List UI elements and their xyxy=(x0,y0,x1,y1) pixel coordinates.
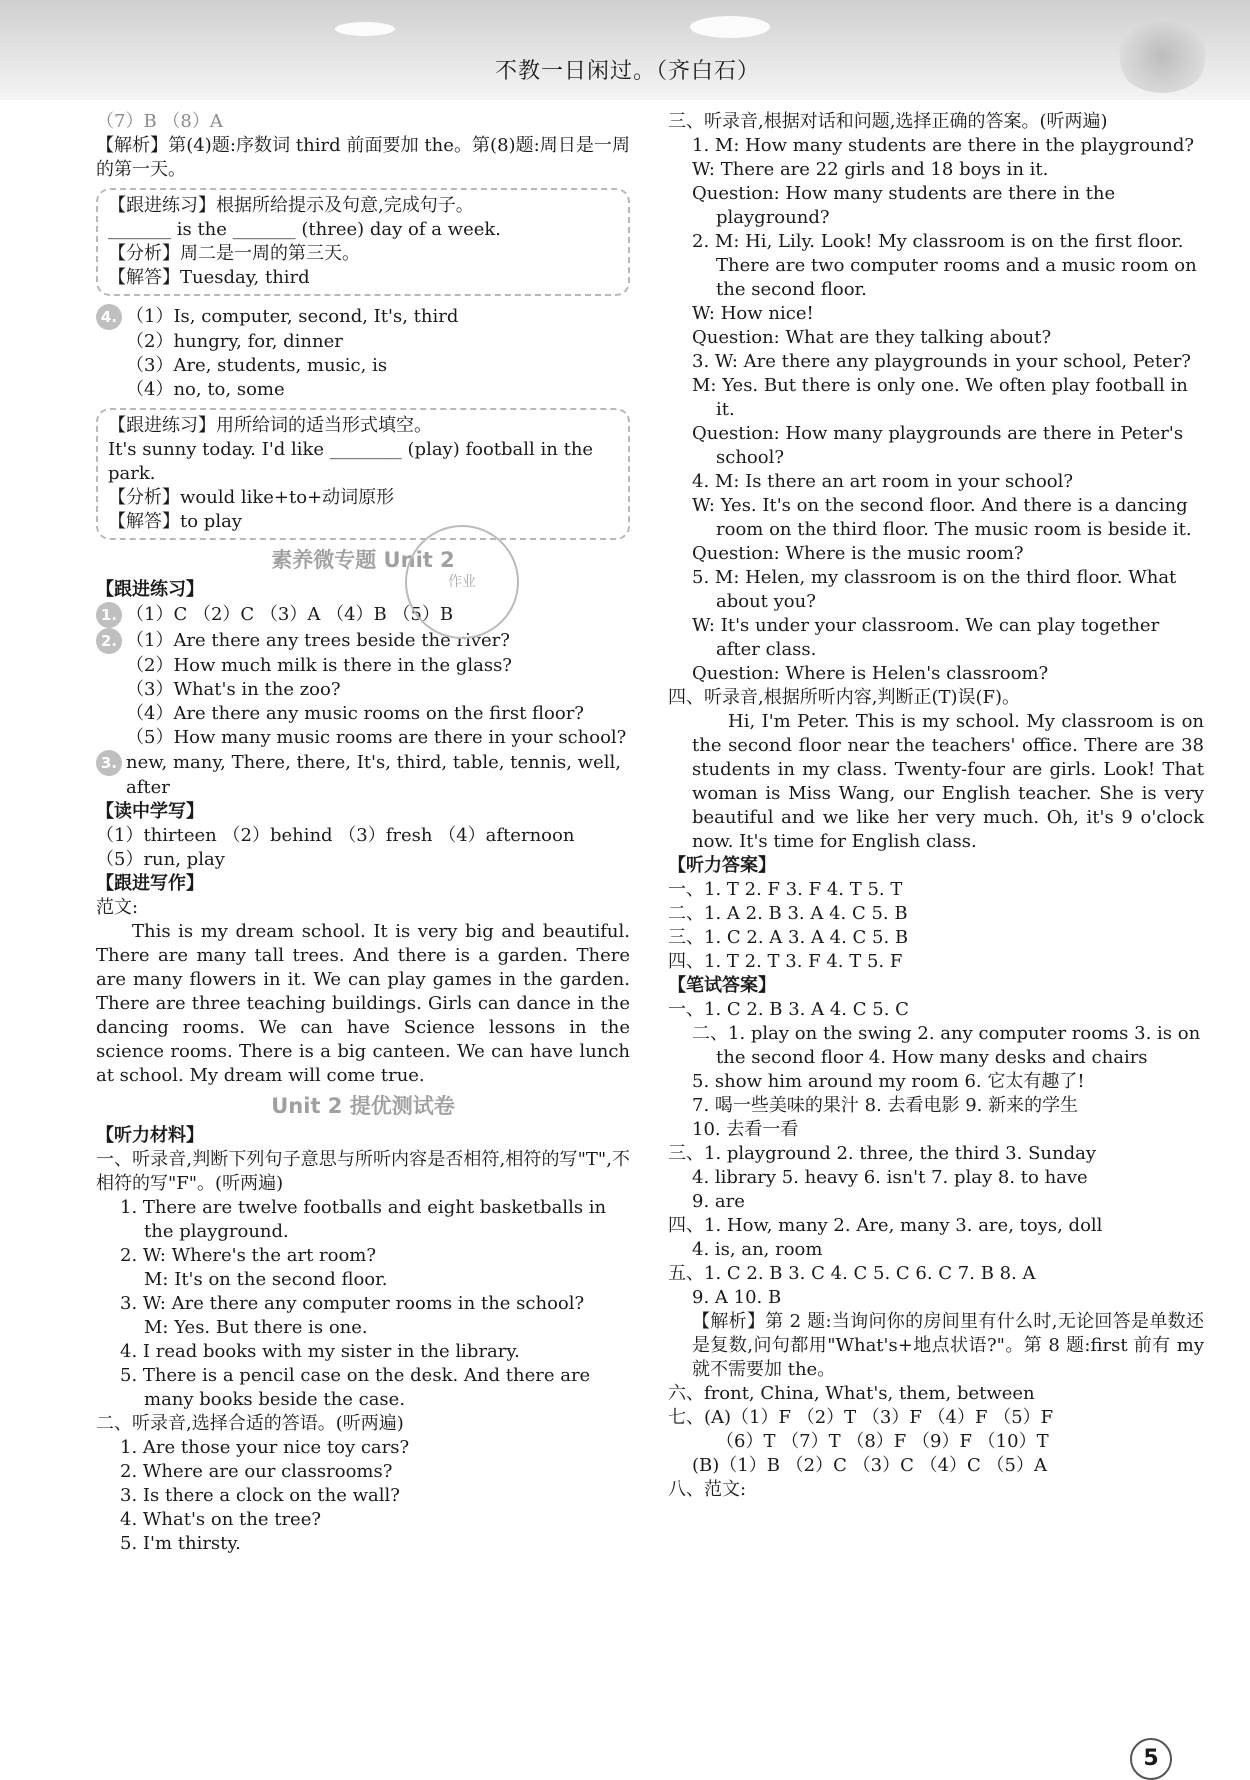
analysis: 【解析】第 2 题:当询问你的房间里有什么时,无论回答是单数还是复数,问句都用"What's+地点状语?"。第 8 题:first 前有 my 就不需要加 the。 xyxy=(692,1311,1204,1380)
listening-item: 3. Is there a clock on the wall? xyxy=(120,1485,400,1506)
listening-item: 5. I'm thirsty. xyxy=(120,1533,241,1554)
listening-item: 4. I read books with my sister in the library. xyxy=(120,1341,520,1362)
top-banner xyxy=(0,0,1250,100)
answer-line: 一、1. C 2. B 3. A 4. C 5. C xyxy=(668,999,909,1020)
answer-line: （2）How much milk is there in the glass? xyxy=(126,655,512,676)
practice-line: 【解答】Tuesday, third xyxy=(108,267,310,288)
dialogue-line: 2. M: Hi, Lily. Look! My classroom is on the first floor. There are two computer rooms and a music room on the second floor. xyxy=(692,231,1197,300)
question-4 xyxy=(96,304,630,402)
dialogue-line: W: How nice! xyxy=(692,303,814,324)
subsection-heading: 【听力答案】 xyxy=(668,855,776,876)
listening-item: 5. There is a pencil case on the desk. And there are many books beside the case. xyxy=(120,1365,591,1410)
section-instruction: 一、听录音,判断下列句子意思与所听内容是否相符,相符的写"T",不相符的写"F"。(听两遍) xyxy=(96,1149,630,1194)
answer-line: 一、1. T 2. F 3. F 4. T 5. T xyxy=(668,879,903,900)
subsection-heading: 【听力材料】 xyxy=(96,1125,204,1146)
practice-box xyxy=(96,188,630,296)
answer-line: 5. show him around my room 6. 它太有趣了! xyxy=(692,1071,1085,1092)
answer-line: 7. 喝一些美味的果汁 8. 去看电影 9. 新来的学生 xyxy=(692,1095,1079,1116)
listening-item: 2. W: Where's the art room? xyxy=(120,1245,377,1266)
tree-decoration xyxy=(1115,18,1210,93)
answer-line: 二、1. play on the swing 2. any computer rooms 3. is on the second floor 4. How many desks and chairs xyxy=(692,1023,1201,1068)
subsection-heading: 【跟进练习】 xyxy=(96,579,204,600)
answer-line: 9. A 10. B xyxy=(692,1287,782,1308)
dialogue-line: 5. M: Helen, my classroom is on the third floor. What about you? xyxy=(692,567,1177,612)
practice-line: 【跟进练习】根据所给提示及句意,完成句子。 xyxy=(108,195,474,216)
listening-item: 1. Are those your nice toy cars? xyxy=(120,1437,410,1458)
section-instruction: 四、听录音,根据所听内容,判断正(T)误(F)。 xyxy=(668,687,1021,708)
practice-answers xyxy=(96,602,630,800)
answer-line: 4. is, an, room xyxy=(692,1239,823,1260)
answer-line: 四、1. T 2. T 3. F 4. T 5. F xyxy=(668,951,903,972)
answer-line: 三、1. C 2. A 3. A 4. C 5. B xyxy=(668,927,909,948)
stamp-watermark: 作业 xyxy=(405,525,519,639)
section-instruction: 二、听录音,选择合适的答语。(听两遍) xyxy=(96,1413,404,1434)
dialogue-line: 3. W: Are there any playgrounds in your school, Peter? xyxy=(692,351,1191,372)
analysis: 【解析】第(4)题:序数词 third 前面要加 the。第(8)题:周日是一周的第一天。 xyxy=(96,135,630,180)
listening-item: 2. Where are our classrooms? xyxy=(120,1461,393,1482)
answer-line: （6）T （7）T （8）F （9）F （10）T xyxy=(716,1431,1049,1452)
dialogue-line: Question: Where is the music room? xyxy=(692,543,1024,564)
practice-line: It's sunny today. I'd like ________ (play) football in the park. xyxy=(108,439,594,484)
subsection-heading: 【笔试答案】 xyxy=(668,975,776,996)
answer-line: 七、(A)（1）F （2）T （3）F （4）F （5）F xyxy=(668,1407,1054,1428)
practice-line: 【解答】to play xyxy=(108,511,242,532)
answer-line: 二、1. A 2. B 3. A 4. C 5. B xyxy=(668,903,908,924)
listening-passage: Hi, I'm Peter. This is my school. My classroom is on the second floor near the teachers' office. There are 38 students in my class. Twenty-four are girls. Look! That woman is Miss Wang, our English teacher. She is very beautiful and we like her very much. Oh, it's 9 o'clock now. It's time for English class. xyxy=(692,711,1204,852)
page-number: 5 xyxy=(1130,1738,1172,1780)
listening-item: M: It's on the second floor. xyxy=(144,1269,388,1290)
dialogue-line: W: Yes. It's on the second floor. And there is a dancing room on the third floor. The music room is beside it. xyxy=(692,495,1192,540)
dialogue-line: 4. M: Is there an art room in your school? xyxy=(692,471,1074,492)
answer-line: （1）Is, computer, second, It's, third xyxy=(126,306,459,327)
answer-line: new, many, There, there, It's, third, table, tennis, well, after xyxy=(126,752,621,798)
practice-line: _______ is the _______ (three) day of a week. xyxy=(108,219,502,240)
answer-line: （3）What's in the zoo? xyxy=(126,679,341,700)
answer-line: 八、范文: xyxy=(668,1479,747,1500)
answer-line: （3）Are, students, music, is xyxy=(126,355,388,376)
unit-title: Unit 2 提优测试卷 xyxy=(271,1094,455,1118)
practice-line: 【分析】周二是一周的第三天。 xyxy=(108,243,360,264)
answer-line: 五、1. C 2. B 3. C 4. C 5. C 6. C 7. B 8. A xyxy=(668,1263,1036,1284)
answer-line: （7）B （8）A xyxy=(96,111,223,132)
practice-line: 【分析】would like+to+动词原形 xyxy=(108,487,395,508)
dialogue-line: Question: What are they talking about? xyxy=(692,327,1052,348)
answer-line: 三、1. playground 2. three, the third 3. Sunday xyxy=(668,1143,1097,1164)
answer-line: （1）thirteen （2）behind （3）fresh （4）afternoon xyxy=(96,825,575,846)
number-badge: 1. xyxy=(96,602,122,628)
answer-line: (B)（1）B （2）C （3）C （4）C （5）A xyxy=(692,1455,1047,1476)
left-column xyxy=(96,110,630,1556)
answer-line: （2）hungry, for, dinner xyxy=(126,331,343,352)
answer-line: （1）C （2）C （3）A （4）B （5）B xyxy=(126,604,454,625)
answer-line: （4）no, to, some xyxy=(126,379,285,400)
right-column xyxy=(668,110,1204,1502)
dialogue-line: Question: Where is Helen's classroom? xyxy=(692,663,1049,684)
practice-line: 【跟进练习】用所给词的适当形式填空。 xyxy=(108,415,432,436)
number-badge: 4. xyxy=(96,304,122,330)
dialogue-line: W: There are 22 girls and 18 boys in it. xyxy=(692,159,1049,180)
answer-line: 10. 去看一看 xyxy=(692,1119,799,1140)
answer-line: 四、1. How, many 2. Are, many 3. are, toys, doll xyxy=(668,1215,1103,1236)
listening-item: M: Yes. But there is one. xyxy=(144,1317,368,1338)
listening-item: 1. There are twelve footballs and eight basketballs in the playground. xyxy=(120,1197,607,1242)
motto: 不教一日闲过。（齐白石） xyxy=(495,59,761,84)
dialogue-line: 1. M: How many students are there in the playground? xyxy=(692,135,1195,156)
cloud-decoration xyxy=(335,22,395,36)
practice-box xyxy=(96,408,630,540)
subsection-heading: 【跟进写作】 xyxy=(96,873,204,894)
listening-item: 4. What's on the tree? xyxy=(120,1509,322,1530)
listening-item: 3. W: Are there any computer rooms in the school? xyxy=(120,1293,585,1314)
answer-line: （5）How many music rooms are there in your school? xyxy=(126,727,627,748)
answer-line: 4. library 5. heavy 6. isn't 7. play 8. to have xyxy=(692,1167,1088,1188)
cloud-decoration xyxy=(690,16,770,38)
answer-line: （5）run, play xyxy=(96,849,225,870)
dialogue-line: Question: How many students are there in the playground? xyxy=(692,183,1116,228)
subsection-heading: 【读中学写】 xyxy=(96,801,204,822)
answer-line: 六、front, China, What's, them, between xyxy=(668,1383,1035,1404)
dialogue-line: Question: How many playgrounds are there in Peter's school? xyxy=(692,423,1184,468)
answer-line: （4）Are there any music rooms on the first floor? xyxy=(126,703,584,724)
dialogue-line: W: It's under your classroom. We can play together after class. xyxy=(692,615,1160,660)
section-instruction: 三、听录音,根据对话和问题,选择正确的答案。(听两遍) xyxy=(668,111,1108,132)
model-label: 范文: xyxy=(96,897,139,918)
model-essay: This is my dream school. It is very big and beautiful. There are many tall trees. And there is a garden. There are many flowers in it. We can play games in the garden. There are three teaching buildings. Girls can dance in the dancing rooms. We can have Science lessons in the science rooms. There is a big canteen. We can have lunch at school. My dream will come true. xyxy=(96,921,630,1086)
answer-line: （1）Are there any trees beside the river? xyxy=(126,630,510,651)
answer-line: 9. are xyxy=(692,1191,745,1212)
section-title: 素养微专题 Unit 2 xyxy=(271,548,455,572)
number-badge: 3. xyxy=(96,750,122,776)
dialogue-line: M: Yes. But there is only one. We often play football in it. xyxy=(692,375,1188,420)
number-badge: 2. xyxy=(96,628,122,654)
